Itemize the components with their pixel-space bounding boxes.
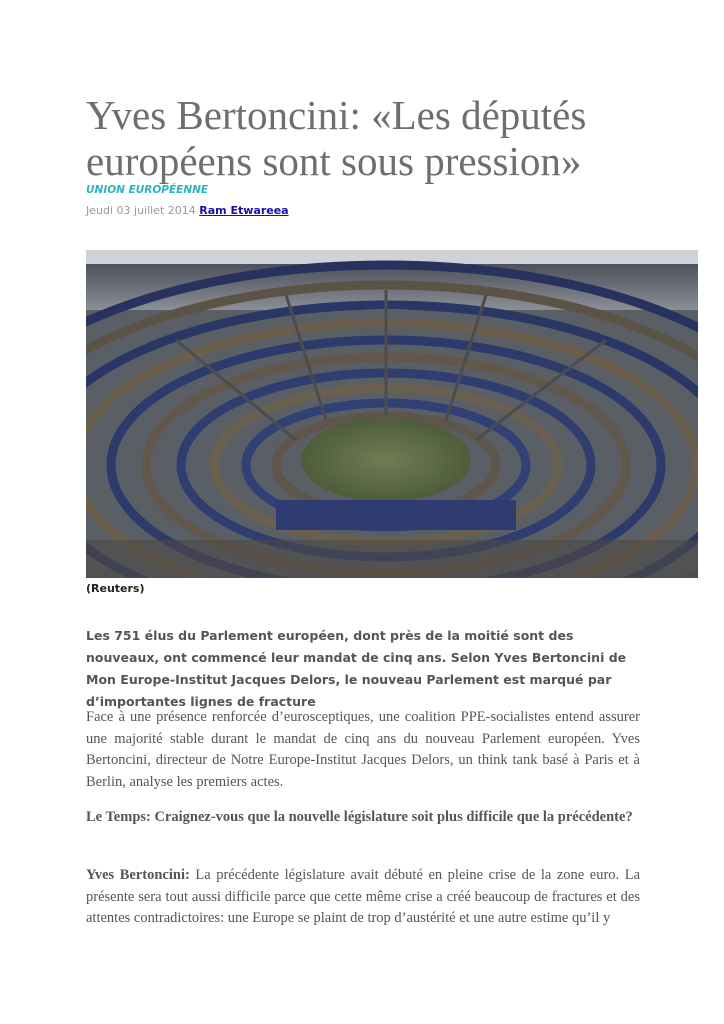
author-link[interactable]: Ram Etwareea xyxy=(199,204,289,217)
answer-speaker: Yves Bertoncini: xyxy=(86,867,190,883)
article-lead: Les 751 élus du Parlement européen, dont près de la moitié sont des nouveaux, ont commencé leur mandat de cinq ans. Selon Yves Bertoncini de Mon Europe-Institut Jacques Delors, le nouveau Parlement est marqué par d’importantes lignes de fracture xyxy=(86,628,627,709)
parliament-photo xyxy=(86,250,698,578)
dateline xyxy=(86,204,289,217)
article-date: Jeudi 03 juillet 2014 xyxy=(86,204,196,217)
article-title: Yves Bertoncini: «Les députés européens sont sous pression» xyxy=(86,92,587,184)
answer-text: La précédente législature avait débuté en pleine crise de la zone euro. La présente sera tout aussi difficile parce que cette même crise a créé beaucoup de fractures et des attentes contradictoires: une Europe se plaint de trop d’austérité et une autre estime qu’il y xyxy=(86,867,641,926)
interview-answer xyxy=(86,865,640,930)
interview-question: Le Temps: Craignez-vous que la nouvelle législature soit plus difficile que la précédente? xyxy=(86,809,633,825)
article-category[interactable]: UNION EUROPÉENNE xyxy=(86,184,209,196)
article-paragraph: Face à une présence renforcée d’eurosceptiques, une coalition PPE-socialistes entend assurer une majorité stable durant le mandat de cinq ans du nouveau Parlement européen. Yves Bertoncini, directeur de Notre Europe-Institut Jacques Delors, un think tank basé à Paris et à Berlin, analyse les premiers actes. xyxy=(86,709,640,790)
photo-caption: (Reuters) xyxy=(86,582,145,595)
